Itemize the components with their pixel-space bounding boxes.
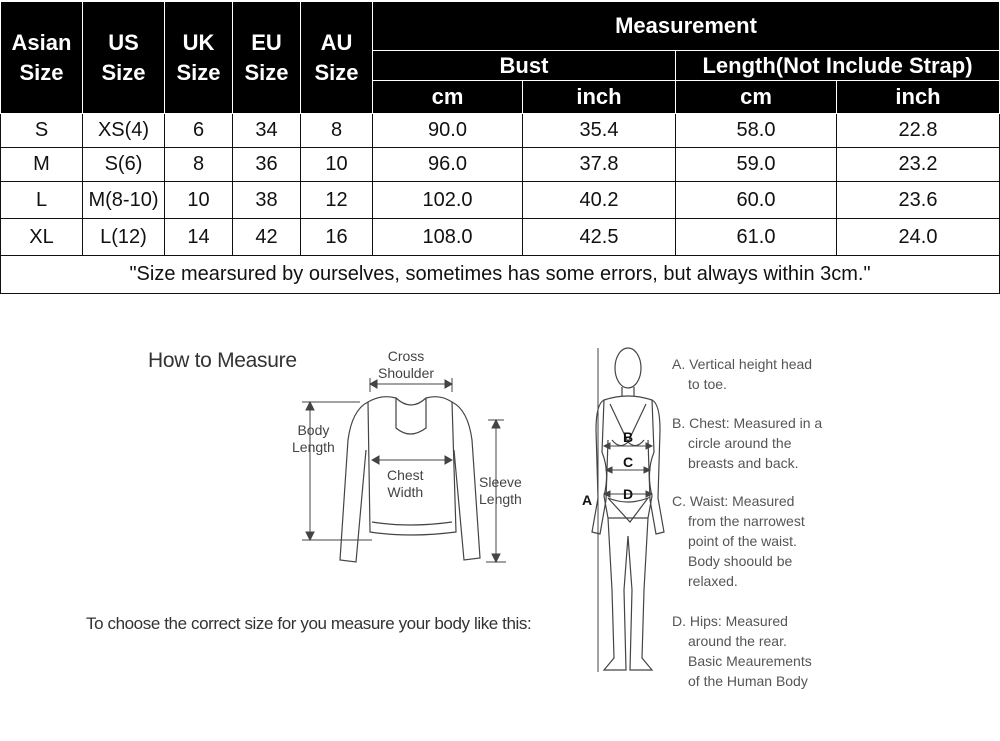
table-cell: 24.0 <box>837 219 1000 256</box>
table-cell: 36 <box>233 148 301 182</box>
table-cell: M <box>1 148 83 182</box>
figure-letter-c: C <box>623 454 634 470</box>
table-cell: 61.0 <box>676 219 837 256</box>
choose-size-instruction: To choose the correct size for you measure your body like this: <box>86 614 532 633</box>
table-cell: 108.0 <box>373 219 523 256</box>
header-asian-size: Asian Size <box>1 2 83 114</box>
figure-letter-d: D <box>623 486 634 502</box>
table-cell: L <box>1 182 83 219</box>
header-unit-bust-cm: cm <box>373 81 523 114</box>
table-cell: 8 <box>165 148 233 182</box>
note-c: C. Waist: Measured from the narrowest point of the waist. Body shoould be relaxed. <box>672 493 805 589</box>
table-cell: 10 <box>301 148 373 182</box>
table-cell: 8 <box>301 114 373 148</box>
table-cell: 59.0 <box>676 148 837 182</box>
table-row <box>1 148 1000 182</box>
table-cell: 38 <box>233 182 301 219</box>
table-row <box>1 219 1000 256</box>
table-cell: M(8-10) <box>83 182 165 219</box>
table-cell: 42.5 <box>523 219 676 256</box>
table-cell: XL <box>1 219 83 256</box>
measurement-note: "Size mearsured by ourselves, sometimes has some errors, but always within 3cm." <box>1 256 1000 294</box>
table-cell: 12 <box>301 182 373 219</box>
header-bust: Bust <box>373 51 676 81</box>
table-cell: XS(4) <box>83 114 165 148</box>
table-cell: 23.2 <box>837 148 1000 182</box>
cross-shoulder-label: Cross Shoulder <box>378 348 435 381</box>
table-cell: 60.0 <box>676 182 837 219</box>
header-length: Length(Not Include Strap) <box>676 51 1000 81</box>
table-cell: 40.2 <box>523 182 676 219</box>
table-cell: 90.0 <box>373 114 523 148</box>
header-eu-size: EU Size <box>233 2 301 114</box>
table-cell: L(12) <box>83 219 165 256</box>
table-cell: 23.6 <box>837 182 1000 219</box>
note-d: D. Hips: Measured around the rear. Basic Meaurements of the Human Body <box>672 613 812 689</box>
figure-letter-b: B <box>623 429 634 445</box>
table-cell: 42 <box>233 219 301 256</box>
table-cell: 10 <box>165 182 233 219</box>
header-measurement: Measurement <box>373 2 1000 51</box>
table-cell: 102.0 <box>373 182 523 219</box>
table-cell: 6 <box>165 114 233 148</box>
table-cell: 58.0 <box>676 114 837 148</box>
table-cell: 22.8 <box>837 114 1000 148</box>
figure-letter-a: A <box>582 492 593 508</box>
measure-guide <box>0 300 1000 741</box>
header-unit-bust-inch: inch <box>523 81 676 114</box>
body-length-label: Body Length <box>292 422 335 455</box>
sleeve-length-label: Sleeve Length <box>479 474 522 507</box>
table-row <box>1 114 1000 148</box>
chest-width-label: Chest Width <box>387 467 424 500</box>
table-cell: 16 <box>301 219 373 256</box>
table-cell: 37.8 <box>523 148 676 182</box>
table-cell: S <box>1 114 83 148</box>
table-note-row <box>1 256 1000 294</box>
header-au-size: AU Size <box>301 2 373 114</box>
how-to-measure-title: How to Measure <box>148 349 297 372</box>
note-a: A. Vertical height head to toe. <box>672 356 813 392</box>
table-cell: 34 <box>233 114 301 148</box>
size-chart-table <box>0 1 1000 294</box>
header-uk-size: UK Size <box>165 2 233 114</box>
table-row <box>1 182 1000 219</box>
table-cell: 35.4 <box>523 114 676 148</box>
table-cell: 14 <box>165 219 233 256</box>
note-b: B. Chest: Measured in a circle around the breasts and back. <box>672 415 823 471</box>
header-us-size: US Size <box>83 2 165 114</box>
table-cell: 96.0 <box>373 148 523 182</box>
table-cell: S(6) <box>83 148 165 182</box>
header-unit-length-inch: inch <box>837 81 1000 114</box>
header-unit-length-cm: cm <box>676 81 837 114</box>
